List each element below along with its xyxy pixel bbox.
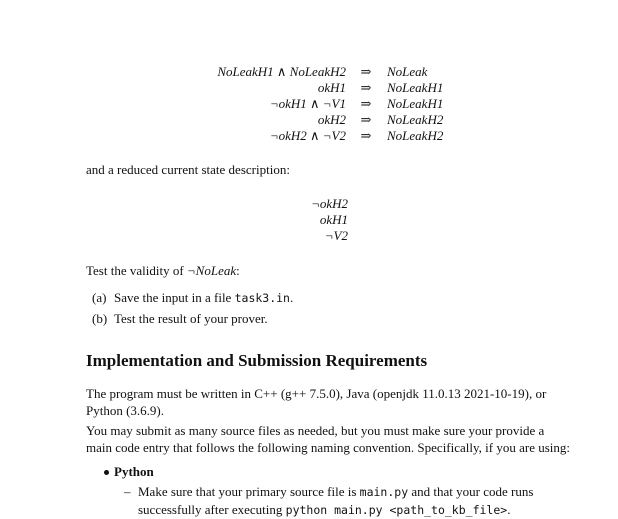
main-file-code: main.py <box>359 485 409 499</box>
bullet-dot-icon <box>104 464 114 474</box>
state-literal: ¬V2 <box>324 228 348 243</box>
rule-lhs: ¬okH2 ∧ ¬V2 <box>269 128 346 143</box>
bullet-label: Python <box>114 464 154 479</box>
rule-rhs: NoLeak <box>387 64 428 79</box>
rule-row <box>0 128 618 144</box>
state-block <box>0 196 618 244</box>
paragraph-language: The program must be written in C++ (g++ 7.5.0), Java (openjdk 11.0.13 2021-10-19), or Python (3.6.9). <box>86 386 547 418</box>
step-end: . <box>289 290 294 305</box>
implies-symbol: ⇒ <box>360 64 372 79</box>
paragraph-submission: You may submit as many source files as needed, but you must make sure your provide a main code entry that follows the following naming convention. Specifically, if you are using: <box>86 423 571 455</box>
implies-symbol: ⇒ <box>360 80 372 95</box>
step-text: Save the input in a file <box>114 290 235 305</box>
sub-text-1: Make sure that your primary source file is <box>138 484 360 499</box>
rule-row <box>0 80 618 96</box>
test-suffix: : <box>236 263 240 278</box>
state-row <box>0 212 618 228</box>
dash-marker: – <box>124 484 131 499</box>
implies-symbol: ⇒ <box>360 112 372 127</box>
test-formula: ¬NoLeak <box>186 263 237 278</box>
rule-rhs: NoLeakH1 <box>387 80 444 95</box>
test-instruction <box>86 262 572 279</box>
implies-symbol: ⇒ <box>360 96 372 111</box>
state-row <box>0 196 618 212</box>
rule-rhs: NoLeakH2 <box>387 128 444 143</box>
rule-lhs: okH2 <box>317 112 346 127</box>
state-literal: okH1 <box>319 212 348 227</box>
sub-text-3: . <box>507 502 511 517</box>
implies-symbol: ⇒ <box>360 128 372 143</box>
rule-rhs: NoLeakH2 <box>387 112 444 127</box>
step-text: Test the result of your prover. <box>114 311 268 326</box>
sub-item-text <box>138 483 570 519</box>
step-item <box>92 310 268 327</box>
rule-row <box>0 64 618 80</box>
section-heading: Implementation and Submission Requirements <box>86 351 428 370</box>
run-command-code: python main.py <path_to_kb_file> <box>285 503 508 517</box>
rule-row <box>0 112 618 128</box>
state-literal: ¬okH2 <box>311 196 348 211</box>
state-intro: and a reduced current state description: <box>86 162 290 177</box>
test-prefix: Test the validity of <box>86 263 187 278</box>
rule-lhs: okH1 <box>317 80 346 95</box>
step-item <box>92 289 293 307</box>
sub-text-2: and that your code runs successfully after executing <box>138 484 534 517</box>
rule-row <box>0 96 618 112</box>
rule-rhs: NoLeakH1 <box>387 96 444 111</box>
state-row <box>0 228 618 244</box>
step-label: (a) <box>92 290 107 305</box>
rule-lhs: ¬okH1 ∧ ¬V1 <box>269 96 346 111</box>
step-label: (b) <box>92 311 108 326</box>
filename-code: task3.in <box>234 291 290 305</box>
rule-lhs: NoLeakH1 ∧ NoLeakH2 <box>217 64 346 79</box>
rules-block <box>0 64 618 144</box>
bullet-item <box>104 464 154 480</box>
